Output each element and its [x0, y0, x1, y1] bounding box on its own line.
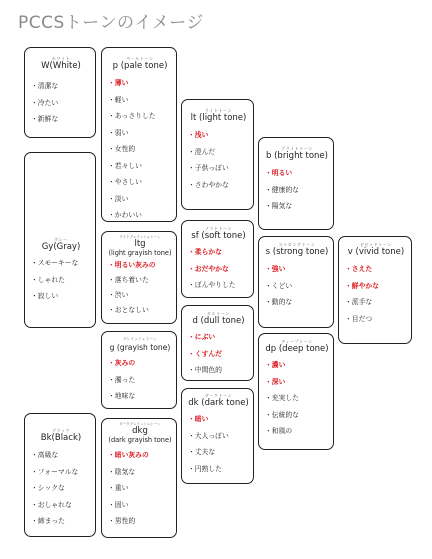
tone-keyword: ・ 寂しい — [31, 288, 91, 305]
tone-keyword: ・ 充実した — [265, 390, 329, 407]
tone-keyword: ・ 柔らかな — [188, 244, 249, 261]
tone-keyword: ・ 軽い — [108, 92, 172, 109]
tone-keyword: ・ 弱い — [108, 125, 172, 142]
tone-title: p (pale tone) — [112, 61, 168, 71]
tone-keyword: ・ 派手な — [345, 294, 407, 311]
tone-ruby: ライトグレイッシュトーン — [119, 235, 161, 239]
tone-keyword: ・ 明るい — [265, 165, 329, 182]
tone-keyword: ・ 深い — [265, 374, 329, 391]
tone-box-white — [24, 47, 96, 138]
tone-keyword: ・ 高級な — [31, 447, 91, 464]
tone-box-vivid — [338, 236, 412, 344]
tone-keyword: ・ 渋い — [108, 288, 172, 303]
tone-title: Gy(Gray) — [41, 242, 81, 252]
tone-title: s (strong tone) — [265, 247, 329, 257]
tone-ruby: ダークトーン — [204, 393, 233, 398]
tone-keyword: ・ 鮮やかな — [345, 278, 407, 295]
tone-title: g (grayish tone) — [109, 343, 171, 352]
tone-box-dull — [181, 305, 254, 381]
tone-keyword: ・ あっさりした — [108, 108, 172, 125]
tone-box-dark — [181, 388, 254, 484]
tone-ruby: グレー — [54, 237, 68, 242]
tone-ruby: ビビッドトーン — [360, 242, 392, 247]
tone-keyword: ・ 大人っぽい — [188, 428, 249, 445]
tone-keyword: ・ 薄い — [108, 75, 172, 92]
tone-keyword: ・ 暗い灰みの — [108, 447, 172, 464]
tone-ruby: ダークグレイッシュトーン — [119, 422, 161, 426]
tone-keyword: ・ 濁った — [108, 372, 172, 389]
tone-keyword: ・ 淡い — [108, 191, 172, 208]
tone-keyword: ・ 若々しい — [108, 158, 172, 175]
tone-keyword: ・ 灰みの — [108, 355, 172, 372]
tone-ruby: ライトトーン — [204, 108, 233, 113]
tone-keyword: ・ 陽気な — [265, 198, 329, 215]
tone-keyword: ・ さわやかな — [188, 177, 249, 194]
tone-title: sf (soft tone) — [191, 231, 246, 241]
tone-box-grayish — [101, 331, 177, 409]
tone-subtitle: (dark grayish tone) — [108, 436, 172, 444]
tone-keyword: ・ 女性的 — [108, 141, 172, 158]
tone-keyword: ・ 中間色的 — [188, 362, 249, 379]
tone-title: ltg — [134, 239, 146, 249]
tone-ruby: ソフトトーン — [204, 226, 233, 231]
tone-keyword: ・ ぼんやりした — [188, 277, 249, 294]
tone-keyword: ・ しゃれた — [31, 272, 91, 289]
tone-keyword: ・ くどい — [265, 278, 329, 295]
tone-keyword: ・ 暗い — [188, 411, 249, 428]
tone-ruby: ダルトーン — [207, 311, 230, 316]
tone-box-pale — [101, 47, 177, 222]
tone-title: lt (light tone) — [190, 113, 247, 123]
tone-keyword: ・ 濃い — [265, 357, 329, 374]
tone-box-gray — [24, 152, 96, 328]
tone-box-strong — [258, 236, 334, 328]
tone-title: b (bright tone) — [266, 151, 328, 161]
page-title: PCCSトーンのイメージ — [18, 13, 204, 33]
tone-keyword: ・ 強い — [265, 261, 329, 278]
tone-keyword: ・ 地味な — [108, 388, 172, 405]
tone-keyword: ・ 落ち着いた — [108, 273, 172, 288]
tone-keyword: ・ 目だつ — [345, 311, 407, 328]
tone-ruby: ディープトーン — [281, 339, 313, 344]
tone-keyword: ・ 冷たい — [31, 95, 91, 112]
tone-title: W(White) — [41, 61, 81, 71]
tone-keyword: ・ 清潔な — [31, 78, 91, 95]
tone-box-light — [181, 99, 254, 210]
tone-keyword: ・ シックな — [31, 480, 91, 497]
tone-keyword: ・ フォーマルな — [31, 464, 91, 481]
tone-box-soft — [181, 220, 254, 298]
tone-keyword: ・ やさしい — [108, 174, 172, 191]
tone-title: dp (deep tone) — [265, 344, 329, 354]
tone-ruby: ホワイト — [51, 56, 71, 61]
tone-keyword: ・ さえた — [345, 261, 407, 278]
tone-keyword: ・ かわいい — [108, 207, 172, 222]
tone-ruby: ブライトトーン — [281, 146, 313, 151]
tone-box-light-grayish — [101, 231, 177, 324]
tone-keyword: ・ 和風の — [265, 423, 329, 440]
tone-keyword: ・ 動的な — [265, 294, 329, 311]
tone-keyword: ・ 締まった — [31, 513, 91, 530]
tone-box-black — [24, 413, 96, 537]
tone-keyword: ・ おしゃれな — [31, 497, 91, 514]
tone-ruby: ペールトーン — [126, 56, 154, 61]
tone-keyword: ・ 丈夫な — [188, 444, 249, 461]
tone-keyword: ・ おだやかな — [188, 261, 249, 278]
tone-ruby: ストロングトーン — [278, 242, 316, 247]
tone-keyword: ・ 新鮮な — [31, 111, 91, 128]
tone-keyword: ・ 明るい灰みの — [108, 258, 172, 273]
tone-keyword: ・ 子供っぽい — [188, 160, 249, 177]
tone-ruby: ブラック — [51, 428, 71, 433]
tone-keyword: ・ 男性的 — [108, 513, 172, 530]
tone-keyword: ・ にぶい — [188, 329, 249, 346]
tone-keyword: ・ 健康的な — [265, 182, 329, 199]
tone-keyword: ・ 円熟した — [188, 461, 249, 478]
tone-keyword: ・ 陰気な — [108, 464, 172, 481]
tone-keyword: ・ 固い — [108, 497, 172, 514]
tone-title: Bk(Black) — [40, 433, 82, 443]
tone-keyword: ・ 浅い — [188, 127, 249, 144]
tone-title: v (vivid tone) — [347, 247, 405, 257]
tone-keyword: ・ 伝統的な — [265, 407, 329, 424]
tone-keyword: ・ くすんだ — [188, 346, 249, 363]
tone-title: dk (dark tone) — [188, 398, 249, 408]
tone-title: d (dull tone) — [192, 316, 245, 326]
tone-keyword: ・ スモーキーな — [31, 255, 91, 272]
tone-subtitle: (light grayish tone) — [108, 249, 172, 257]
tone-keyword: ・ 澄んだ — [188, 144, 249, 161]
tone-keyword: ・ おとなしい — [108, 303, 172, 318]
tone-keyword: ・ 重い — [108, 480, 172, 497]
tone-ruby: グレイッシュトーン — [123, 337, 157, 341]
tone-box-bright — [258, 137, 334, 230]
tone-box-deep — [258, 333, 334, 450]
tone-title: dkg — [132, 426, 148, 436]
tone-box-dark-grayish — [101, 418, 177, 538]
